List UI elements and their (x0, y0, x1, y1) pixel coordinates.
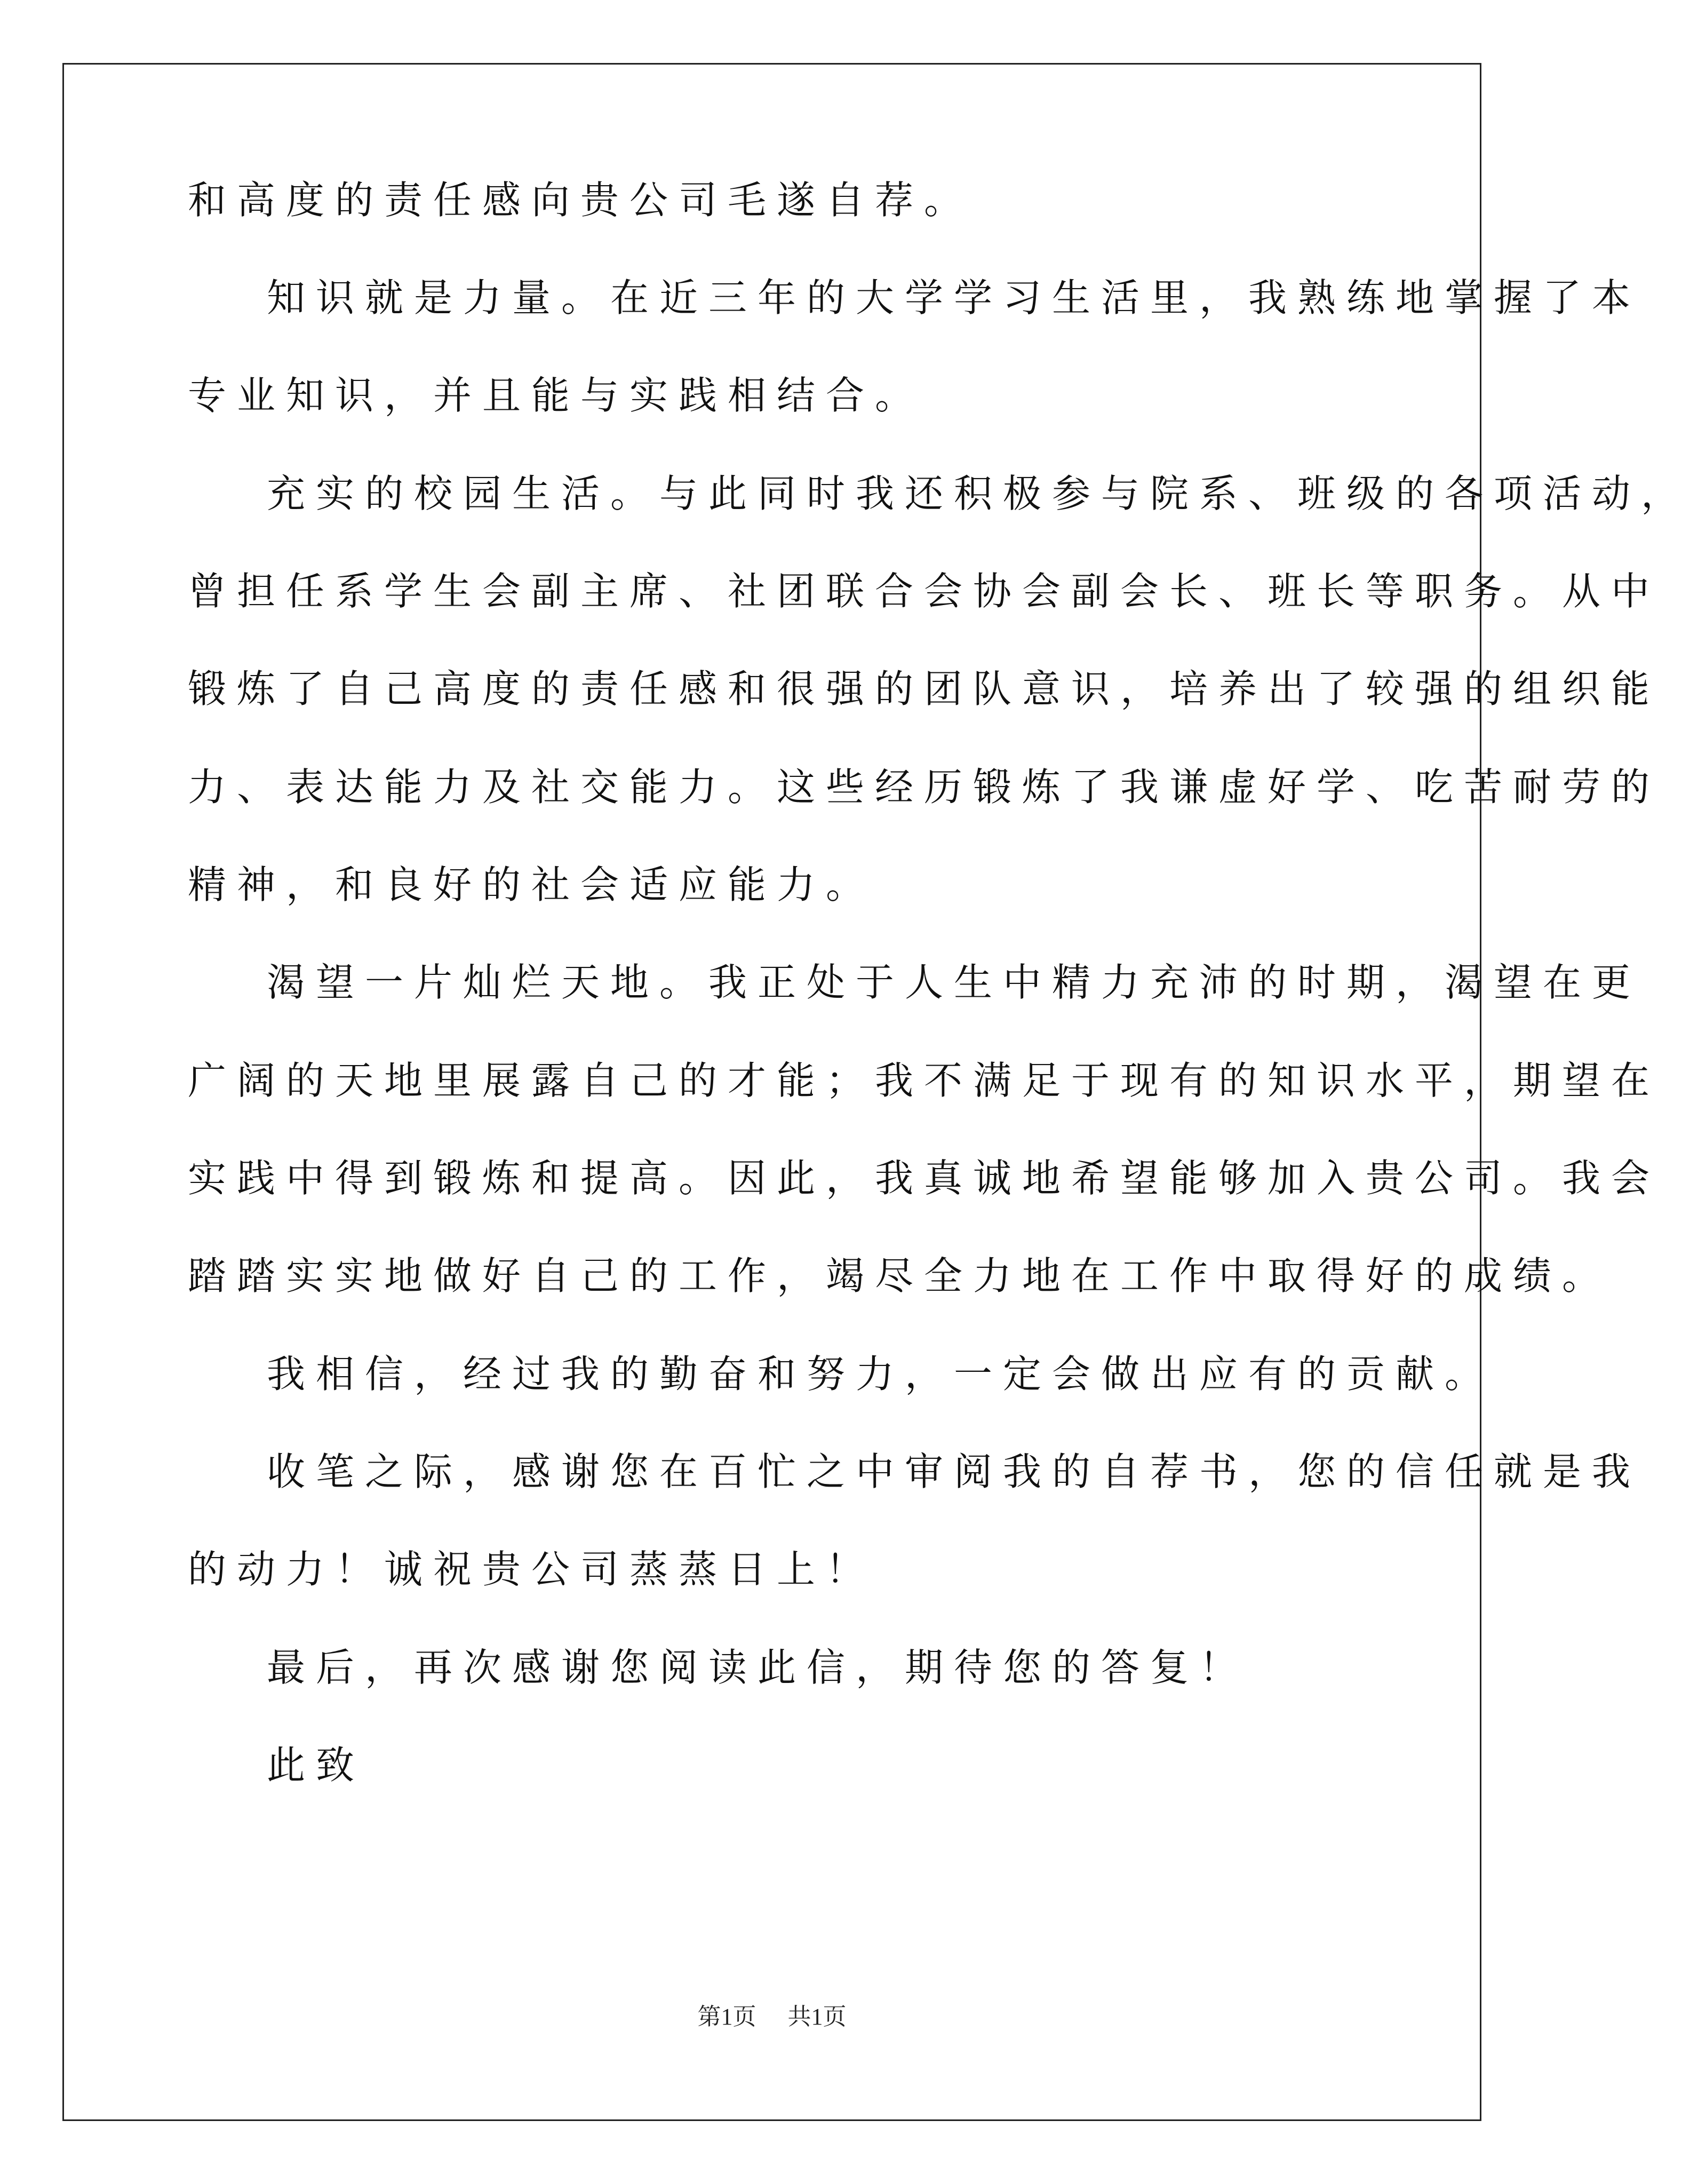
text-line: 收笔之际，感谢您在百忙之中审阅我的自荐书，您的信任就是我 (267, 1449, 1641, 1494)
page-total: 共1页 (787, 2004, 847, 2030)
text-line: 精神，和良好的社会适应能力。 (188, 862, 875, 907)
text-line: 广阔的天地里展露自己的才能；我不满足于现有的知识水平，期望在 (188, 1058, 1661, 1103)
text-line: 最后，再次感谢您阅读此信，期待您的答复！ (267, 1645, 1249, 1690)
page-number: 第1页 (697, 2004, 756, 2030)
text-line: 踏踏实实地做好自己的工作，竭尽全力地在工作中取得好的成绩。 (188, 1253, 1612, 1298)
text-line: 渴望一片灿烂天地。我正处于人生中精力充沛的时期，渴望在更 (267, 960, 1641, 1005)
text-line: 知识就是力量。在近三年的大学学习生活里，我熟练地掌握了本 (267, 275, 1641, 320)
text-line: 曾担任系学生会副主席、社团联合会协会副会长、班长等职务。从中 (188, 569, 1661, 614)
text-line: 实践中得到锻炼和提高。因此，我真诚地希望能够加入贵公司。我会 (188, 1156, 1661, 1201)
text-line: 和高度的责任感向贵公司毛遂自荐。 (188, 178, 974, 223)
text-line: 的动力！诚祝贵公司蒸蒸日上！ (188, 1547, 875, 1592)
text-line: 专业知识，并且能与实践相结合。 (188, 373, 924, 418)
text-line: 锻炼了自己高度的责任感和很强的团队意识，培养出了较强的组织能 (188, 666, 1661, 711)
text-line: 我相信，经过我的勤奋和努力，一定会做出应有的贡献。 (267, 1352, 1494, 1396)
closing-salutation: 此致 (267, 1743, 365, 1788)
text-line: 充实的校园生活。与此同时我还积极参与院系、班级的各项活动， (267, 471, 1690, 516)
text-line: 力、表达能力及社交能力。这些经历锻炼了我谦虚好学、吃苦耐劳的 (188, 765, 1661, 809)
page-footer (0, 2002, 1544, 2032)
